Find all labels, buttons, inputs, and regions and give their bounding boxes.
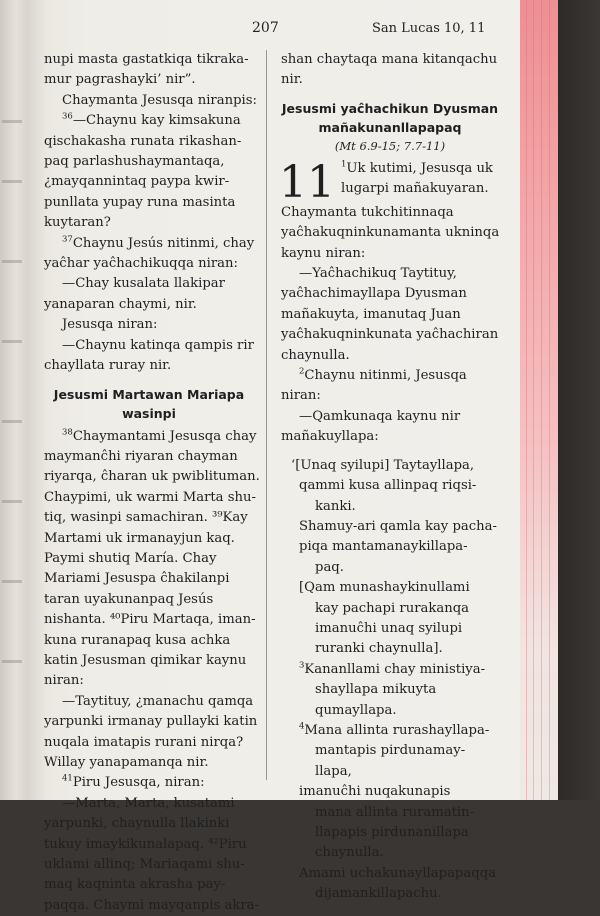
- cross-reference: (Mt 6.9-15; 7.7-11): [281, 137, 499, 155]
- text-line: mañakuyllapa:: [281, 427, 499, 447]
- book-cover: [558, 0, 600, 800]
- text-line: paq.: [281, 558, 499, 578]
- text-line: yaĉhar yaĉhachikuqqa niran:: [44, 254, 254, 274]
- text-line: Chaymanta tukchitinnaqa: [281, 203, 499, 223]
- text-line: kuna ruranapaq kusa achka: [44, 631, 254, 651]
- text-line: yarpunki irmanay pullayki katin: [44, 712, 254, 732]
- stanza-gap: [281, 448, 499, 456]
- text-line: lugarpi mañakuyaran.: [281, 179, 499, 199]
- text-line: mur pagrashayki’ nir”.: [44, 70, 254, 90]
- text-line: qumayllapa.: [281, 701, 499, 721]
- text-line: kaynu niran:: [281, 244, 499, 264]
- text-line: niran:: [281, 386, 499, 406]
- text-line: [Qam munashaykinullami: [281, 578, 499, 598]
- text-line: ‘[Unaq syilupi] Taytayllapa,: [281, 456, 499, 476]
- text-line: $^4$Mana allinta rurashayllapa-: [281, 721, 499, 741]
- text-line: yanaparan chaymi, nir.: [44, 295, 254, 315]
- text-line: nupi masta gastatkiqa tikraka-: [44, 50, 254, 70]
- facing-page-edge: [0, 0, 27, 800]
- text-line: Mariami Jesuspa ĉhakilanpi: [44, 569, 254, 589]
- right-text-bottom: [281, 203, 499, 905]
- text-line: Chaypimi, uk warmi Marta shu-: [44, 488, 254, 508]
- text-line: $^3$Kananllami chay ministiya-: [281, 660, 499, 680]
- text-line: kuytaran?: [44, 213, 254, 233]
- text-line: shan chaytaqa mana kitanqachu: [281, 50, 499, 70]
- text-line: Chaymanta Jesusqa niranpis:: [44, 91, 254, 111]
- text-line: yaĉhakuqninkunata yaĉhachiran: [281, 325, 499, 345]
- text-line: maymanĉhi riyaran chayman: [44, 447, 254, 467]
- chapter-block: [281, 159, 499, 200]
- section-heading-right: [281, 99, 499, 137]
- text-line: Amami uchakunayllapapaqqa: [281, 864, 499, 884]
- left-column: [44, 50, 254, 916]
- text-line: taran uyakunanpaq Jesús: [44, 590, 254, 610]
- chapter-number: 11: [279, 163, 335, 203]
- page-block-edge: [520, 0, 558, 800]
- text-line: mañakuyta, imanutaq Juan: [281, 305, 499, 325]
- text-line: kay pachapi rurakanqa: [281, 599, 499, 619]
- text-line: nuqala imatapis rurani nirqa?: [44, 733, 254, 753]
- text-line: piqa mantamanaykillapa-: [281, 537, 499, 557]
- text-line: paqqa. Chaymi mayqanpis akra-: [44, 896, 254, 916]
- left-text-top: [44, 50, 254, 377]
- text-line: llapa,: [281, 762, 499, 782]
- text-line: yaĉhakuqninkunamanta ukninqa: [281, 223, 499, 243]
- text-line: tukuy imaykikunalapaq. ⁴²Piru: [44, 835, 254, 855]
- text-line: $^{38}$Chaymantami Jesusqa chay: [44, 427, 254, 447]
- text-line: qammi kusa allinpaq riqsi-: [281, 476, 499, 496]
- text-line: llapapis pirdunanillapa: [281, 823, 499, 843]
- heading-line: Jesusmi yaĉhachikun Dyusman: [281, 99, 499, 118]
- right-column: [281, 50, 499, 905]
- text-line: punllata yupay runa masinta: [44, 193, 254, 213]
- verse-number: 2: [299, 367, 304, 377]
- text-line: mana allinta ruramatin-: [281, 803, 499, 823]
- verse-number: 37: [62, 234, 73, 244]
- text-line: —Chaynu katinqa qampis rir: [44, 336, 254, 356]
- text-line: —Taytituy, ¿manachu qamqa: [44, 692, 254, 712]
- verse-number: 41: [62, 774, 73, 784]
- text-line: yaĉhachimayllapa Dyusman: [281, 284, 499, 304]
- heading-line: mañakunanllapapaq: [281, 118, 499, 137]
- text-line: mantapis pirdunamay-: [281, 741, 499, 761]
- text-line: $^2$Chaynu nitinmi, Jesusqa: [281, 366, 499, 386]
- text-line: Jesusqa niran:: [44, 315, 254, 335]
- text-line: $^{36}$—Chaynu kay kimsakuna: [44, 111, 254, 131]
- text-line: qischakasha runata rikashan-: [44, 132, 254, 152]
- text-line: kanki.: [281, 497, 499, 517]
- heading-line: Jesusmi Martawan Mariapa: [44, 385, 254, 404]
- text-line: maq kaqninta akrasha pay-: [44, 875, 254, 895]
- text-line: chaynulla.: [281, 346, 499, 366]
- text-line: niran:: [44, 671, 254, 691]
- text-line: dijamankillapachu.: [281, 884, 499, 904]
- text-line: Shamuy-ari qamla kay pacha-: [281, 517, 499, 537]
- text-line: $^1$Uk kutimi, Jesusqa uk: [281, 159, 499, 179]
- text-line: $^{41}$Piru Jesusqa, niran:: [44, 773, 254, 793]
- text-line: Willay yanapamanqa nir.: [44, 753, 254, 773]
- running-header: San Lucas 10, 11: [372, 21, 485, 36]
- page-number: 207: [252, 20, 279, 36]
- column-divider: [266, 50, 267, 780]
- text-line: —Yaĉhachikuq Taytituy,: [281, 264, 499, 284]
- text-line: nishanta. ⁴⁰Piru Martaqa, iman-: [44, 610, 254, 630]
- text-line: nir.: [281, 70, 499, 90]
- text-line: uklami allinq; Mariaqami shu-: [44, 855, 254, 875]
- text-line: imanuĉhi nuqakunapis: [281, 782, 499, 802]
- text-line: ruranki chaynulla].: [281, 639, 499, 659]
- text-line: —Qamkunaqa kaynu nir: [281, 407, 499, 427]
- text-line: paq parlashushaymantaqa,: [44, 152, 254, 172]
- section-heading-left: [44, 385, 254, 423]
- verse-number: 38: [62, 427, 73, 437]
- text-line: tiq, wasinpi samachiran. ³⁹Kay: [44, 508, 254, 528]
- text-line: ¿mayqannintaq paypa kwir-: [44, 172, 254, 192]
- text-line: chaynulla.: [281, 843, 499, 863]
- text-line: chayllata ruray nir.: [44, 356, 254, 376]
- text-line: imanuĉhi unaq syilupi: [281, 619, 499, 639]
- left-text-bottom: [44, 427, 254, 916]
- verse-number: 36: [62, 112, 73, 122]
- text-line: —Chay kusalata llakipar: [44, 274, 254, 294]
- verse-number: 1: [341, 159, 346, 169]
- verse-number: 4: [299, 722, 304, 732]
- text-line: —Marta, Marta, kusatami: [44, 794, 254, 814]
- text-line: shayllapa mikuyta: [281, 680, 499, 700]
- heading-line: wasinpi: [44, 404, 254, 423]
- text-line: Martami uk irmanayjun kaq.: [44, 529, 254, 549]
- right-text-top: [281, 50, 499, 91]
- text-line: yarpunki, chaynulla llakinki: [44, 814, 254, 834]
- verse-number: 3: [299, 660, 304, 670]
- text-line: riyarqa, ĉharan uk pwiblituman.: [44, 467, 254, 487]
- text-line: katin Jesusman qimikar kaynu: [44, 651, 254, 671]
- text-line: $^{37}$Chaynu Jesús nitinmi, chay: [44, 234, 254, 254]
- text-line: Paymi shutiq María. Chay: [44, 549, 254, 569]
